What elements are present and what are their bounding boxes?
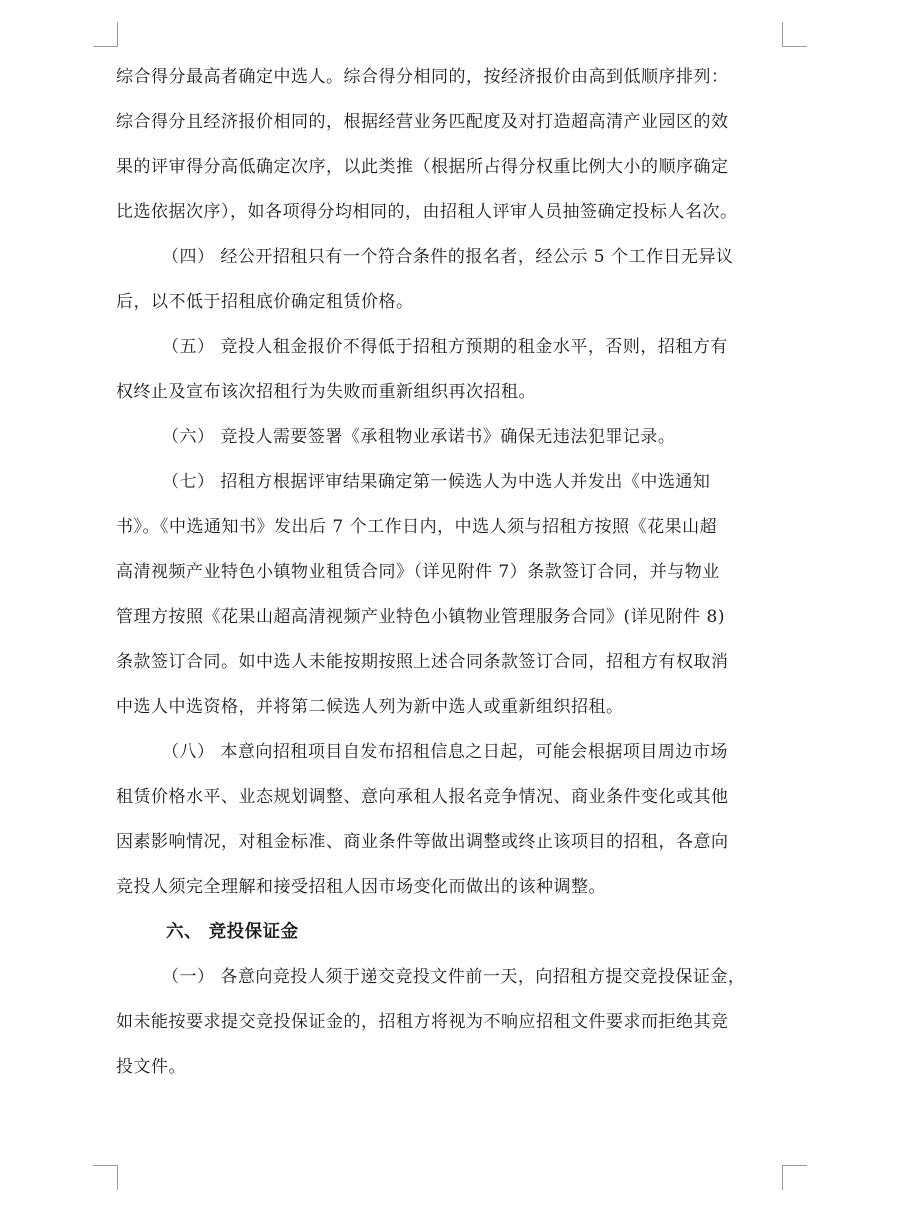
text-line: 中选人中选资格，并将第二候选人列为新中选人或重新组织招租。 [116, 697, 624, 717]
crop-mark-top-right [782, 22, 807, 47]
text-line: 后，以不低于招租底价确定租赁价格。 [116, 292, 414, 312]
text-line: 书》。《中选通知书》发出后 7 个工作日内，中选人须与招租方按照《花果山超 [116, 517, 718, 537]
text-line: 如未能按要求提交竞投保证金的，招租方将视为不响应招租文件要求而拒绝其竞 [116, 1012, 729, 1032]
text-line: 租赁价格水平、业态规划调整、意向承租人报名竞争情况、商业条件变化或其他 [116, 787, 729, 807]
section-heading: 六、 竞投保证金 [166, 922, 299, 942]
document-body [116, 55, 780, 1090]
text-line: 综合得分最高者确定中选人。综合得分相同的，按经济报价由高到低顺序排列： [116, 67, 729, 87]
crop-mark-bottom-left [93, 1165, 118, 1190]
text-line: 竞投人须完全理解和接受招租人因市场变化而做出的该种调整。 [116, 877, 606, 897]
text-line: （八） 本意向招租项目自发布招租信息之日起，可能会根据项目周边市场 [162, 742, 728, 762]
text-line: 因素影响情况，对租金标准、商业条件等做出调整或终止该项目的招租，各意向 [116, 832, 729, 852]
text-line: 条款签订合同。如中选人未能按期按照上述合同条款签订合同，招租方有权取消 [116, 652, 729, 672]
text-line: （五） 竞投人租金报价不得低于招租方预期的租金水平，否则，招租方有 [162, 337, 728, 357]
text-line: （七） 招租方根据评审结果确定第一候选人为中选人并发出《中选通知 [162, 472, 711, 492]
text-line: 权终止及宣布该次招租行为失败而重新组织再次招租。 [116, 382, 536, 402]
crop-mark-bottom-right [782, 1165, 807, 1190]
text-line: 果的评审得分高低确定次序，以此类推（根据所占得分权重比例大小的顺序确定 [116, 157, 729, 177]
text-line: 综合得分且经济报价相同的，根据经营业务匹配度及对打造超高清产业园区的效 [116, 112, 729, 132]
text-line: （六） 竞投人需要签署《承租物业承诺书》确保无违法犯罪记录。 [162, 427, 676, 447]
crop-mark-top-left [93, 22, 118, 47]
text-line: （四） 经公开招租只有一个符合条件的报名者，经公示 5 个工作日无异议 [162, 247, 734, 267]
text-line: 高清视频产业特色小镇物业租赁合同》（详见附件 7）条款签订合同，并与物业 [116, 562, 720, 582]
text-line: 投文件。 [116, 1057, 186, 1077]
text-line: 管理方按照《花果山超高清视频产业特色小镇物业管理服务合同》(详见附件 8) [116, 607, 725, 627]
text-line: 比选依据次序），如各项得分均相同的，由招租人评审人员抽签确定投标人名次。 [116, 202, 738, 222]
text-line: （一） 各意向竞投人须于递交竞投文件前一天，向招租方提交竞投保证金， [162, 967, 746, 987]
